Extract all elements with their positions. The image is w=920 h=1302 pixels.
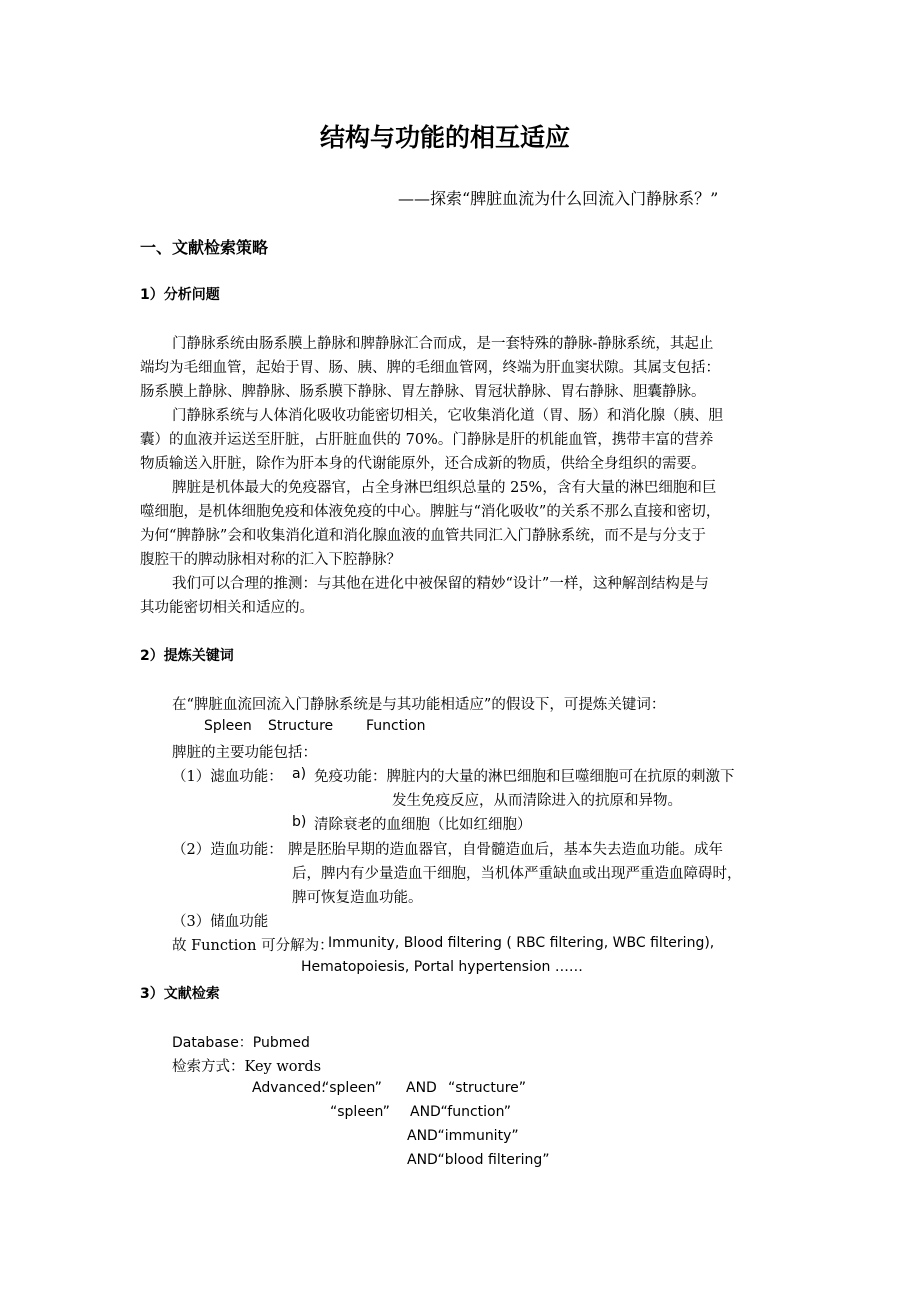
function-2-text-cont: 脾可恢复造血功能。 xyxy=(292,890,423,906)
query-3: AND“immunity” xyxy=(407,1128,519,1144)
subsection-heading-keywords: 2）提炼关键词 xyxy=(140,648,234,664)
retrieval-database: Database：Pubmed xyxy=(172,1035,310,1051)
paragraph-line: 囊）的血液并运送至肝脏，占肝脏血供的 70%。门静脉是肝的机能血管，携带丰富的营养 xyxy=(140,432,714,448)
function-1a-text-cont: 发生免疫反应，从而清除进入的抗原和异物。 xyxy=(392,793,682,809)
paragraph-line: 其功能密切相关和适应的。 xyxy=(140,600,314,616)
function-1-label: （1）滤血功能： xyxy=(172,769,283,785)
function-1a-marker: a) xyxy=(292,766,307,782)
paragraph-line: 物质输送入肝脏，除作为肝本身的代谢能原外，还合成新的物质，供给全身组织的需要。 xyxy=(140,456,706,472)
query-2-term-a: “spleen” xyxy=(330,1104,390,1120)
page-subtitle: ——探索“脾脏血流为什么回流入门静脉系？” xyxy=(398,189,719,208)
keyword-structure: Structure xyxy=(268,718,334,734)
function-1b-text: 清除衰老的血细胞（比如红细胞） xyxy=(314,817,532,833)
query-1-term-a: “spleen” xyxy=(322,1080,382,1096)
subsection-heading-retrieval: 3）文献检索 xyxy=(140,986,220,1002)
function-2-text: 脾是胚胎早期的造血器官，自骨髓造血后，基本失去造血功能。成年 xyxy=(288,842,723,858)
retrieval-method: 检索方式：Key words xyxy=(172,1059,322,1075)
keyword-spleen: Spleen xyxy=(204,718,252,734)
function-decomposition-label: 故 Function 可分解为： xyxy=(172,938,334,954)
paragraph-line: 我们可以合理的推测：与其他在进化中被保留的精妙“设计”一样，这种解剖结构是与 xyxy=(172,576,709,592)
query-1-operator: AND xyxy=(406,1080,437,1096)
function-1a-text: 免疫功能：脾脏内的大量的淋巴细胞和巨噬细胞可在抗原的刺激下 xyxy=(314,769,735,785)
paragraph-line: 噬细胞，是机体细胞免疫和体液免疫的中心。脾脏与“消化吸收”的关系不那么直接和密切， xyxy=(140,504,721,520)
function-decomposition-line1: Immunity, Blood filtering ( RBC filtering, WBC filtering), xyxy=(328,935,715,951)
keyword-function: Function xyxy=(366,718,426,734)
paragraph-line: 肠系膜上静脉、脾静脉、肠系膜下静脉、胃左静脉、胃冠状静脉、胃右静脉、胆囊静脉。 xyxy=(140,384,706,400)
section-heading-strategy: 一、文献检索策略 xyxy=(140,238,269,257)
page-title: 结构与功能的相互适应 xyxy=(320,123,571,152)
keywords-intro: 在“脾脏血流回流入门静脉系统是与其功能相适应”的假设下，可提炼关键词： xyxy=(172,697,666,713)
query-1-term-b: “structure” xyxy=(448,1080,527,1096)
subsection-heading-analysis: 1）分析问题 xyxy=(140,287,220,303)
advanced-label: Advanced: xyxy=(252,1080,326,1096)
paragraph-line: 脾脏是机体最大的免疫器官，占全身淋巴组织总量的 25%，含有大量的淋巴细胞和巨 xyxy=(172,480,717,496)
paragraph-line: 端均为毛细血管，起始于胃、肠、胰、脾的毛细血管网，终端为肝血窦状隙。其属支包括： xyxy=(140,360,720,376)
function-3-label: （3）储血功能 xyxy=(172,914,269,930)
function-1b-marker: b) xyxy=(292,814,307,830)
function-2-text-cont: 后，脾内有少量造血干细胞，当机体严重缺血或出现严重造血障碍时， xyxy=(292,866,742,882)
paragraph-line: 门静脉系统由肠系膜上静脉和脾静脉汇合而成，是一套特殊的静脉-静脉系统，其起止 xyxy=(172,336,714,352)
paragraph-line: 为何“脾静脉”会和收集消化道和消化腺血液的血管共同汇入门静脉系统，而不是与分支于 xyxy=(140,528,706,544)
functions-intro: 脾脏的主要功能包括： xyxy=(172,745,317,761)
function-decomposition-line2: Hematopoiesis, Portal hypertension …… xyxy=(301,959,583,975)
function-2-label: （2）造血功能： xyxy=(172,842,283,858)
query-4: AND“blood filtering” xyxy=(407,1152,550,1168)
paragraph-line: 腹腔干的脾动脉相对称的汇入下腔静脉？ xyxy=(140,552,401,568)
query-2-term-b: AND“function” xyxy=(410,1104,511,1120)
paragraph-line: 门静脉系统与人体消化吸收功能密切相关，它收集消化道（胃、肠）和消化腺（胰、胆 xyxy=(172,408,723,424)
